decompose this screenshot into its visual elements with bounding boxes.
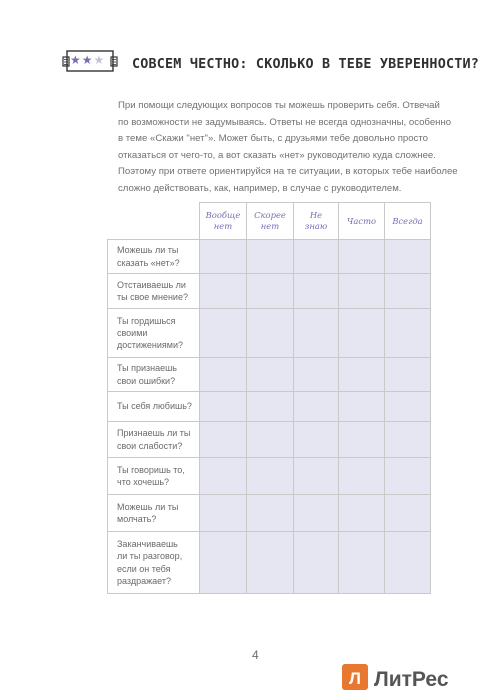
table-row — [108, 458, 431, 495]
difficulty-stars — [70, 52, 110, 68]
column-header: Всегда — [385, 203, 431, 240]
question-cell: Заканчиваешь ли ты разговор, если он тебя раздражает? — [108, 532, 200, 594]
self-confidence-table — [107, 202, 431, 594]
answer-cell[interactable] — [247, 274, 294, 309]
answer-cell[interactable] — [247, 532, 294, 594]
answer-cell[interactable] — [200, 274, 247, 309]
answer-cell[interactable] — [200, 392, 247, 422]
answer-cell[interactable] — [200, 495, 247, 532]
answer-cell[interactable] — [247, 309, 294, 358]
svg-text:Л: Л — [349, 669, 361, 688]
table-row — [108, 358, 431, 392]
answer-cell[interactable] — [385, 392, 431, 422]
answer-cell[interactable] — [385, 274, 431, 309]
answer-cell[interactable] — [200, 358, 247, 392]
question-cell: Ты себя любишь? — [108, 392, 200, 422]
answer-cell[interactable] — [247, 422, 294, 458]
table-row — [108, 495, 431, 532]
answer-cell[interactable] — [339, 240, 385, 274]
star-icon: ★ — [93, 53, 106, 67]
answer-cell[interactable] — [294, 422, 339, 458]
answer-cell[interactable] — [339, 422, 385, 458]
answer-cell[interactable] — [200, 309, 247, 358]
answer-cell[interactable] — [294, 458, 339, 495]
table-row — [108, 422, 431, 458]
column-header: Вообще нет — [200, 203, 247, 240]
table-row — [108, 240, 431, 274]
answer-cell[interactable] — [200, 532, 247, 594]
answer-cell[interactable] — [294, 309, 339, 358]
intro-text — [118, 98, 458, 198]
answer-cell[interactable] — [339, 309, 385, 358]
answer-cell[interactable] — [200, 458, 247, 495]
intro-line: по возможности не задумываясь. Ответы не всегда однозначны, особенно — [118, 116, 452, 128]
question-cell: Ты признаешь свои ошибки? — [108, 358, 200, 392]
star-icon: ★ — [81, 53, 94, 67]
intro-line: в теме «Скажи "нет"». Может быть, с друзьями тебе довольно просто — [118, 133, 428, 145]
table-row — [108, 392, 431, 422]
column-header: Скорее нет — [247, 203, 294, 240]
answer-cell[interactable] — [339, 458, 385, 495]
answer-cell[interactable] — [385, 422, 431, 458]
page-number: 4 — [252, 648, 259, 662]
intro-line: сложно действовать, как, например, в случае с руководителем. — [118, 182, 402, 194]
answer-cell[interactable] — [385, 532, 431, 594]
answer-cell[interactable] — [385, 458, 431, 495]
answer-cell[interactable] — [339, 358, 385, 392]
answer-cell[interactable] — [294, 532, 339, 594]
answer-cell[interactable] — [247, 240, 294, 274]
intro-line: отказаться от чего-то, а вот сказать «нет» руководителю куда сложнее. — [118, 149, 436, 161]
question-cell: Ты гордишься своими достижениями? — [108, 309, 200, 358]
answer-cell[interactable] — [200, 240, 247, 274]
question-cell: Можешь ли ты сказать «нет»? — [108, 240, 200, 274]
litres-logo — [340, 660, 480, 696]
answer-cell[interactable] — [294, 240, 339, 274]
intro-line: Поэтому при ответе ориентируйся на те ситуации, в которых тебе наиболее — [118, 166, 458, 178]
answer-cell[interactable] — [339, 274, 385, 309]
page-title: СОВСЕМ ЧЕСТНО: СКОЛЬКО В ТЕБЕ УВЕРЕННОСТИ? — [132, 57, 479, 72]
answer-cell[interactable] — [247, 392, 294, 422]
question-cell: Признаешь ли ты свои слабости? — [108, 422, 200, 458]
svg-text:ЛитРес: ЛитРес — [374, 668, 449, 691]
answer-cell[interactable] — [247, 458, 294, 495]
answer-cell[interactable] — [385, 309, 431, 358]
table-row — [108, 532, 431, 594]
answer-cell[interactable] — [339, 392, 385, 422]
question-cell: Ты говоришь то, что хочешь? — [108, 458, 200, 495]
question-cell: Отстаиваешь ли ты свое мнение? — [108, 274, 200, 309]
column-header: Часто — [339, 203, 385, 240]
intro-line: При помощи следующих вопросов ты можешь проверить себя. Отвечай — [118, 100, 440, 111]
table-row — [108, 274, 431, 309]
answer-cell[interactable] — [385, 358, 431, 392]
answer-cell[interactable] — [294, 495, 339, 532]
answer-cell[interactable] — [294, 358, 339, 392]
header-corner — [108, 203, 200, 240]
answer-cell[interactable] — [339, 495, 385, 532]
table-row — [108, 309, 431, 358]
answer-cell[interactable] — [294, 392, 339, 422]
star-icon: ★ — [70, 53, 82, 67]
answer-cell[interactable] — [385, 495, 431, 532]
answer-cell[interactable] — [385, 240, 431, 274]
table-header-row — [108, 203, 431, 240]
question-cell: Можешь ли ты молчать? — [108, 495, 200, 532]
answer-cell[interactable] — [247, 358, 294, 392]
answer-cell[interactable] — [200, 422, 247, 458]
answer-cell[interactable] — [247, 495, 294, 532]
answer-cell[interactable] — [339, 532, 385, 594]
column-header: Не знаю — [294, 203, 339, 240]
answer-cell[interactable] — [294, 274, 339, 309]
